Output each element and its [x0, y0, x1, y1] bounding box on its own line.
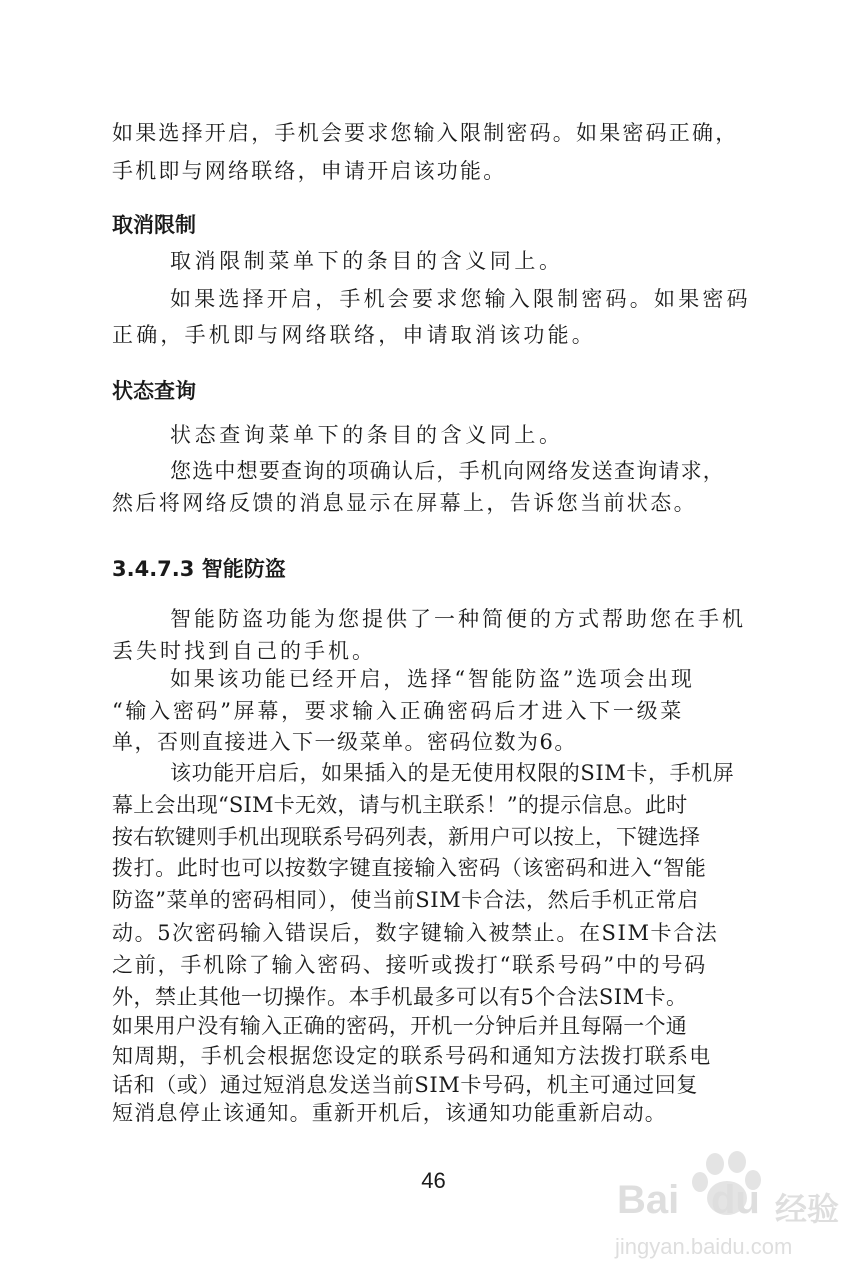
antitheft-line-2: 丢失时找到自己的手机。	[112, 639, 376, 663]
status-line-2: 您选中想要查询的项确认后，手机向网络发送查询请求，	[170, 459, 725, 483]
antitheft-line-15: 知周期，手机会根据您设定的联系号码和通知方法拨打联系电	[112, 1044, 712, 1068]
intro-line-2: 手机即与网络联络，申请开启该功能。	[112, 159, 507, 183]
baidu-jingyan-watermark	[615, 1150, 860, 1275]
status-line-1: 状态查询菜单下的条目的含义同上。	[170, 423, 564, 447]
antitheft-line-3: 如果该功能已经开启，选择“智能防盗”选项会出现	[170, 667, 695, 691]
cancel-line-3: 正确，手机即与网络联络，申请取消该功能。	[112, 323, 596, 347]
subsection-title-anti-theft: 3.4.7.3 智能防盗	[112, 557, 286, 581]
antitheft-line-6: 该功能开启后，如果插入的是无使用权限的SIM卡，手机屏	[170, 761, 735, 785]
antitheft-line-13: 外，禁止其他一切操作。本手机最多可以有5个合法SIM卡。	[112, 985, 688, 1009]
watermark-logo-cn: 经验	[775, 1191, 840, 1227]
antitheft-line-9: 拨打。此时也可以按数字键直接输入密码（该密码和进入“智能	[112, 856, 707, 880]
status-line-3: 然后将网络反馈的消息显示在屏幕上，告诉您当前状态。	[112, 491, 697, 515]
cancel-line-1: 取消限制菜单下的条目的含义同上。	[170, 249, 564, 273]
antitheft-line-4: “输入密码”屏幕，要求输入正确密码后才进入下一级菜	[112, 699, 684, 723]
section-title-status-query: 状态查询	[112, 379, 196, 403]
antitheft-line-10: 防盗”菜单的密码相同），使当前SIM卡合法，然后手机正常启	[112, 888, 699, 912]
section-title-cancel-restriction: 取消限制	[112, 213, 196, 237]
antitheft-line-11: 动。5次密码输入错误后，数字键输入被禁止。在SIM卡合法	[112, 921, 719, 945]
antitheft-line-17: 短消息停止该通知。重新开机后，该通知功能重新启动。	[112, 1101, 667, 1125]
watermark-logo-du: du	[711, 1178, 760, 1222]
antitheft-line-12: 之前，手机除了输入密码、接听或拨打“联系号码”中的号码	[112, 953, 708, 977]
intro-line-1: 如果选择开启，手机会要求您输入限制密码。如果密码正确，	[112, 121, 739, 145]
watermark-logo-bai: Bai	[617, 1178, 680, 1222]
cancel-line-2: 如果选择开启，手机会要求您输入限制密码。如果密码	[170, 287, 751, 311]
watermark-url: jingyan.baidu.com	[615, 1234, 793, 1259]
antitheft-line-7: 幕上会出现“SIM卡无效，请与机主联系！”的提示信息。此时	[112, 793, 688, 817]
page-number: 46	[421, 1168, 446, 1193]
antitheft-line-5: 单，否则直接进入下一级菜单。密码位数为6。	[112, 730, 577, 754]
antitheft-line-8: 按右软键则手机出现联系号码列表，新用户可以按上，下键选择	[112, 825, 700, 849]
antitheft-line-16: 话和（或）通过短消息发送当前SIM卡号码，机主可通过回复	[112, 1073, 698, 1097]
antitheft-line-14: 如果用户没有输入正确的密码，开机一分钟后并且每隔一个通	[112, 1014, 688, 1038]
antitheft-line-1: 智能防盗功能为您提供了一种简便的方式帮助您在手机	[170, 607, 746, 631]
